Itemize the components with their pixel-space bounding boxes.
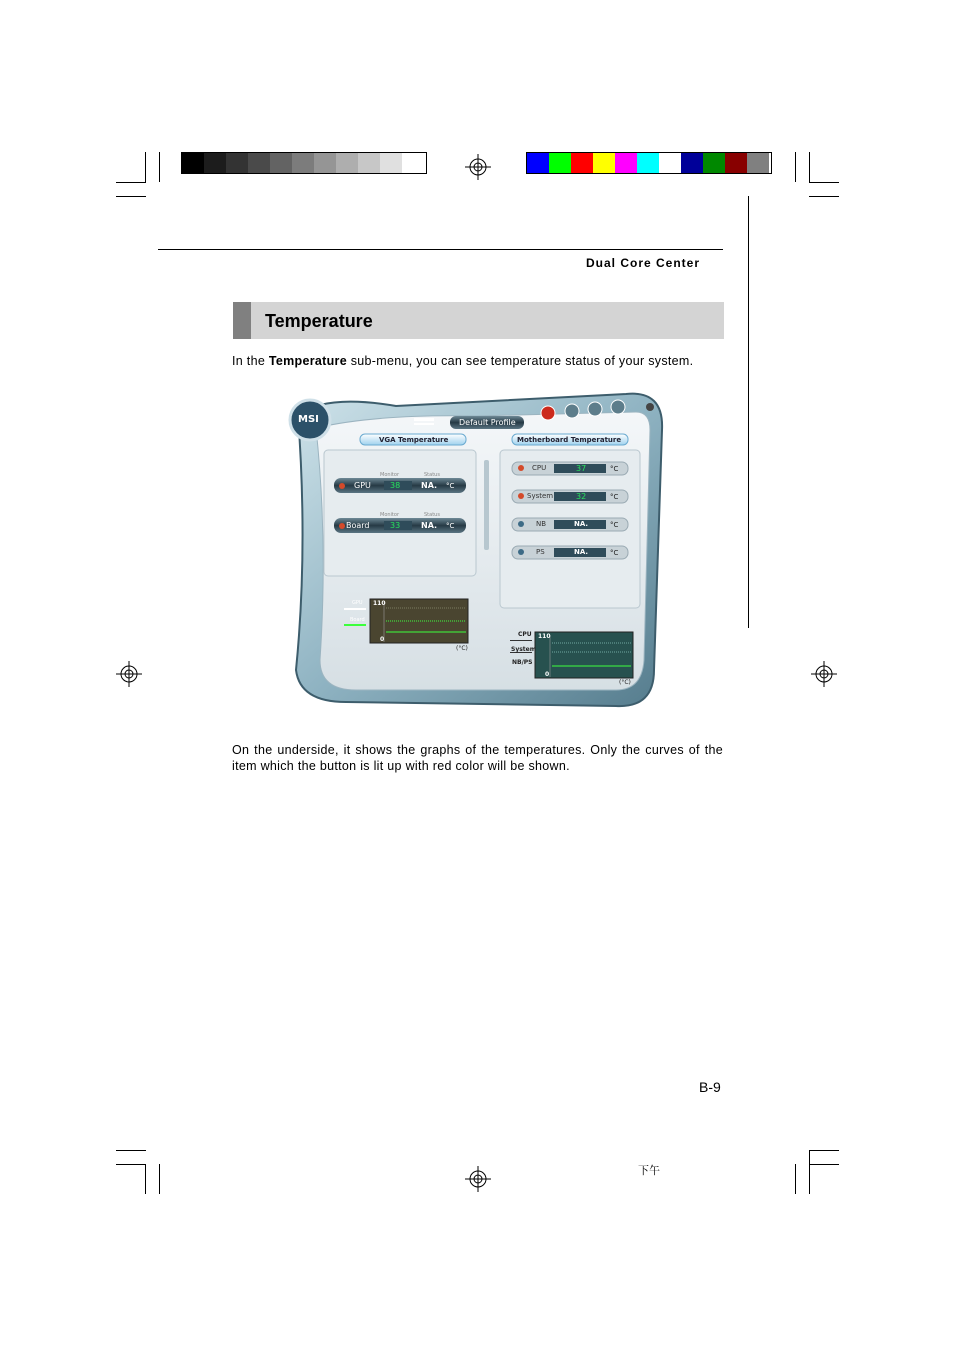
profile-button[interactable]: Default Profile [459,418,516,427]
calibration-swatch [314,153,336,173]
voltage-button-icon[interactable] [565,404,579,418]
mb-row-name: PS [536,548,545,556]
graph-ymax: 110 [373,600,386,607]
crop-mark [116,196,146,197]
section-tab [233,302,251,339]
section-heading-bar [233,302,724,339]
temperature-button-icon[interactable] [541,406,555,420]
calibration-swatch [248,153,270,173]
calibration-swatch [549,153,571,173]
mb-row-unit: °C [610,493,619,501]
side-rule [748,196,749,628]
graph-legend-gpu[interactable]: GPU [352,600,363,606]
vga-row-value: 38 [390,481,401,490]
vga-row-status: NA. [421,521,438,530]
graph-legend-board[interactable]: Board [350,617,365,623]
calibration-swatch [681,153,703,173]
mb-row-unit: °C [610,549,619,557]
calibration-swatch [380,153,402,173]
vga-row-unit: °C [446,482,455,490]
vga-row-status: NA. [421,481,438,490]
calibration-swatch [637,153,659,173]
color-calibration-bar [526,152,772,174]
crop-mark [159,152,160,182]
crop-mark [795,152,796,182]
msi-logo: MSI [298,414,319,425]
calibration-swatch [402,153,424,173]
column-status: Status [424,472,440,478]
column-status: Status [424,512,440,518]
calibration-swatch [659,153,681,173]
graph-legend-cpu[interactable]: CPU [518,631,532,638]
calibration-swatch [204,153,226,173]
calibration-swatch [615,153,637,173]
crop-mark [809,1150,810,1194]
crop-mark [159,1164,160,1194]
vga-row-unit: °C [446,522,455,530]
crop-mark [809,196,839,197]
crop-mark [145,1164,146,1194]
graph-ymin: 0 [545,671,550,678]
vga-row-value: 33 [390,521,401,530]
graph-unit: (°C) [619,679,631,686]
body-paragraph: On the underside, it shows the graphs of the temperatures. Only the curves of the item which the button is lit up with red color will be shown. [232,743,723,773]
crop-mark [145,152,146,182]
calibration-swatch [593,153,615,173]
registration-target-icon [465,1166,491,1192]
calibration-swatch [527,153,549,173]
crop-mark [809,1150,839,1151]
fan-button-icon[interactable] [588,402,602,416]
graph-ymin: 0 [380,636,385,643]
graph-legend-system[interactable]: System [511,646,536,653]
header-rule [158,249,723,250]
intro-text: sub-menu, you can see temperature status of your system. [346,354,694,368]
crop-mark [809,1164,839,1165]
settings-button-icon[interactable] [611,400,625,414]
mb-row-value: 37 [576,464,587,473]
column-monitor: Monitor [380,512,400,518]
mb-row-unit: °C [610,521,619,529]
vga-row-name: GPU [354,481,371,490]
mb-row-value: 32 [576,492,587,501]
mb-row-name: NB [536,520,547,528]
crop-mark [116,1164,146,1165]
column-monitor: Monitor [380,472,400,478]
close-icon[interactable] [645,402,655,412]
calibration-swatch [270,153,292,173]
calibration-swatch [226,153,248,173]
graph-ymax: 110 [538,633,551,640]
mb-row-value: NA. [574,520,589,528]
tab-motherboard-temperature[interactable]: Motherboard Temperature [517,436,622,444]
calibration-swatch [358,153,380,173]
calibration-swatch [571,153,593,173]
calibration-swatch [747,153,769,173]
dual-core-center-window [286,390,671,710]
calibration-swatch [292,153,314,173]
calibration-swatch [725,153,747,173]
mb-row-value: NA. [574,548,589,556]
registration-target-icon [116,661,142,687]
intro-paragraph [232,353,723,369]
crop-mark [809,182,839,183]
mb-row-unit: °C [610,465,619,473]
footer-mark: 下午 [638,1164,660,1177]
crop-mark [809,152,810,182]
crop-mark [795,1164,796,1194]
vga-row-name: Board [346,521,370,530]
calibration-swatch [336,153,358,173]
calibration-swatch [703,153,725,173]
running-header: Dual Core Center [586,256,701,270]
intro-text: In the [232,354,269,368]
mb-row-name: CPU [532,464,547,472]
section-title: Temperature [265,311,373,331]
crop-mark [116,1150,146,1151]
tab-vga-temperature[interactable]: VGA Temperature [379,436,449,444]
registration-target-icon [811,661,837,687]
crop-mark [116,182,146,183]
calibration-swatch [182,153,204,173]
mb-row-name: System [527,492,554,500]
graph-unit: (°C) [456,645,468,652]
intro-bold: Temperature [268,354,347,368]
graph-legend-nbps[interactable]: NB/PS [512,659,533,666]
page-number: B-9 [699,1079,721,1095]
registration-target-icon [465,154,491,180]
gray-calibration-bar [181,152,427,174]
